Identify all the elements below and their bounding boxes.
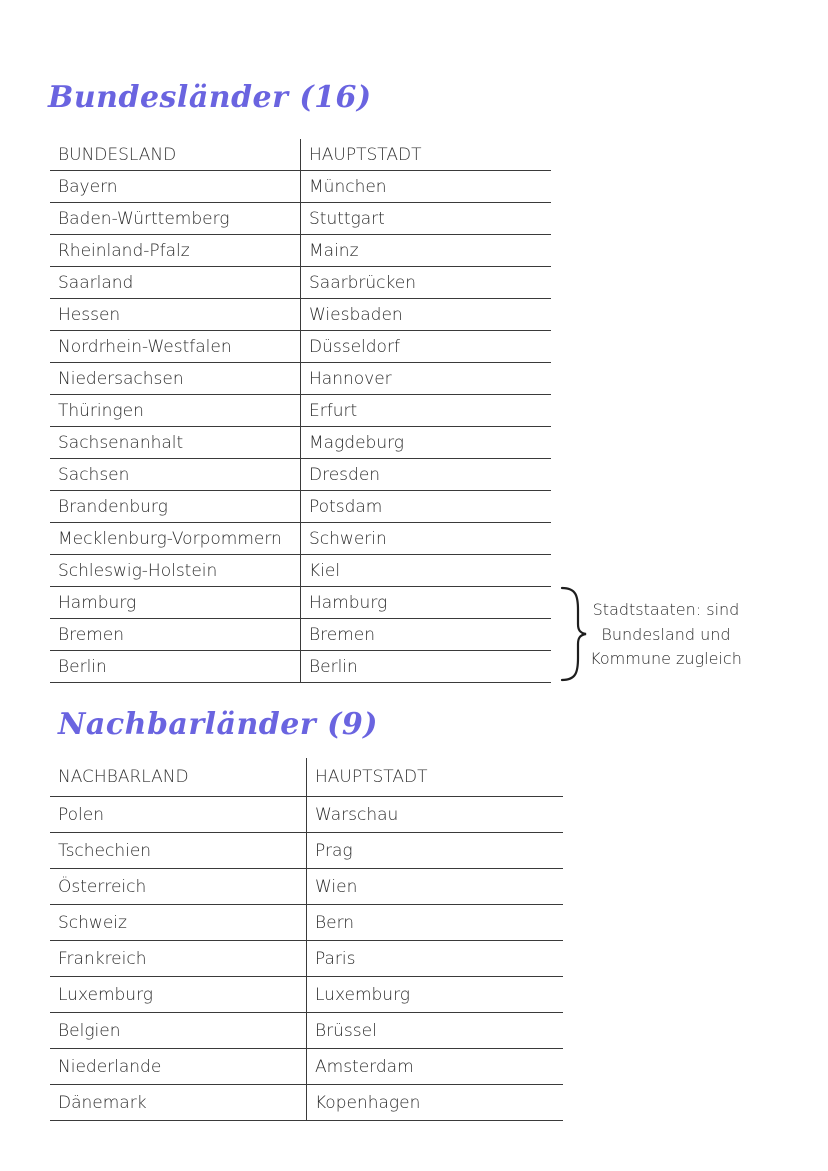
cell-name: Belgien	[50, 1013, 307, 1049]
table-row	[50, 395, 551, 427]
cell-hauptstadt: Potsdam	[301, 491, 552, 523]
cell-hauptstadt: Stuttgart	[301, 203, 552, 235]
cell-hauptstadt: Wien	[307, 869, 564, 905]
cell-hauptstadt: Hannover	[301, 363, 552, 395]
column-header-hauptstadt: HAUPTSTADT	[301, 139, 552, 171]
nachbarlaender-table	[50, 758, 563, 1121]
cell-hauptstadt: Erfurt	[301, 395, 552, 427]
note-line: Stadtstaaten: sind	[592, 600, 740, 619]
table-row	[50, 587, 551, 619]
table-header-row	[50, 758, 563, 797]
cell-name: Brandenburg	[50, 491, 301, 523]
table-row	[50, 555, 551, 587]
cell-name: Hamburg	[50, 587, 301, 619]
cell-hauptstadt: Schwerin	[301, 523, 552, 555]
cell-name: Niederlande	[50, 1049, 307, 1085]
cell-hauptstadt: Mainz	[301, 235, 552, 267]
cell-name: Hessen	[50, 299, 301, 331]
cell-name: Berlin	[50, 651, 301, 683]
table-row	[50, 1049, 563, 1085]
cell-name: Tschechien	[50, 833, 307, 869]
cell-hauptstadt: Luxemburg	[307, 977, 564, 1013]
cell-hauptstadt: München	[301, 171, 552, 203]
note-line: Kommune zugleich	[590, 649, 742, 668]
cell-hauptstadt: Brüssel	[307, 1013, 564, 1049]
table-row	[50, 267, 551, 299]
table-row	[50, 1013, 563, 1049]
cell-hauptstadt: Warschau	[307, 797, 564, 833]
table-row	[50, 491, 551, 523]
cell-name: Schleswig-Holstein	[50, 555, 301, 587]
table-row	[50, 203, 551, 235]
column-header-bundesland: BUNDESLAND	[50, 139, 301, 171]
cell-name: Thüringen	[50, 395, 301, 427]
cell-name: Saarland	[50, 267, 301, 299]
cell-name: Bremen	[50, 619, 301, 651]
stadtstaaten-note	[586, 598, 746, 672]
cell-hauptstadt: Kiel	[301, 555, 552, 587]
table-row	[50, 235, 551, 267]
cell-hauptstadt: Berlin	[301, 651, 552, 683]
table-row	[50, 833, 563, 869]
table-row	[50, 363, 551, 395]
cell-hauptstadt: Bremen	[301, 619, 552, 651]
cell-name: Schweiz	[50, 905, 307, 941]
table-row	[50, 427, 551, 459]
cell-hauptstadt: Hamburg	[301, 587, 552, 619]
cell-hauptstadt: Bern	[307, 905, 564, 941]
column-header-hauptstadt: HAUPTSTADT	[307, 758, 564, 797]
note-line: Bundesland und	[601, 624, 731, 644]
cell-hauptstadt: Dresden	[301, 459, 552, 491]
cell-name: Baden-Württemberg	[50, 203, 301, 235]
cell-hauptstadt: Magdeburg	[301, 427, 552, 459]
cell-name: Frankreich	[50, 941, 307, 977]
column-header-nachbarland: NACHBARLAND	[50, 758, 307, 797]
cell-hauptstadt: Amsterdam	[307, 1049, 564, 1085]
table-row	[50, 869, 563, 905]
cell-hauptstadt: Paris	[307, 941, 564, 977]
bundeslaender-table	[50, 139, 551, 683]
table-row	[50, 619, 551, 651]
cell-name: Österreich	[50, 869, 307, 905]
table-row	[50, 523, 551, 555]
cell-name: Mecklenburg-Vorpommern	[50, 523, 301, 555]
section-title-nachbarlaender: Nachbarländer (9)	[58, 707, 378, 742]
cell-name: Luxemburg	[50, 977, 307, 1013]
cell-name: Bayern	[50, 171, 301, 203]
table-row	[50, 331, 551, 363]
table-header-row	[50, 139, 551, 171]
cell-hauptstadt: Düsseldorf	[301, 331, 552, 363]
cell-name: Nordrhein-Westfalen	[50, 331, 301, 363]
cell-hauptstadt: Wiesbaden	[301, 299, 552, 331]
cell-hauptstadt: Saarbrücken	[301, 267, 552, 299]
table-row	[50, 651, 551, 683]
table-row	[50, 1085, 563, 1121]
table-row	[50, 459, 551, 491]
table-row	[50, 941, 563, 977]
table-row	[50, 905, 563, 941]
section-title-bundeslaender: Bundesländer (16)	[48, 80, 372, 115]
table-row	[50, 299, 551, 331]
cell-name: Sachsenanhalt	[50, 427, 301, 459]
cell-hauptstadt: Kopenhagen	[307, 1085, 564, 1121]
table-row	[50, 977, 563, 1013]
table-row	[50, 171, 551, 203]
cell-name: Polen	[50, 797, 307, 833]
cell-name: Dänemark	[50, 1085, 307, 1121]
cell-name: Rheinland-Pfalz	[50, 235, 301, 267]
cell-name: Sachsen	[50, 459, 301, 491]
cell-hauptstadt: Prag	[307, 833, 564, 869]
table-row	[50, 797, 563, 833]
cell-name: Niedersachsen	[50, 363, 301, 395]
